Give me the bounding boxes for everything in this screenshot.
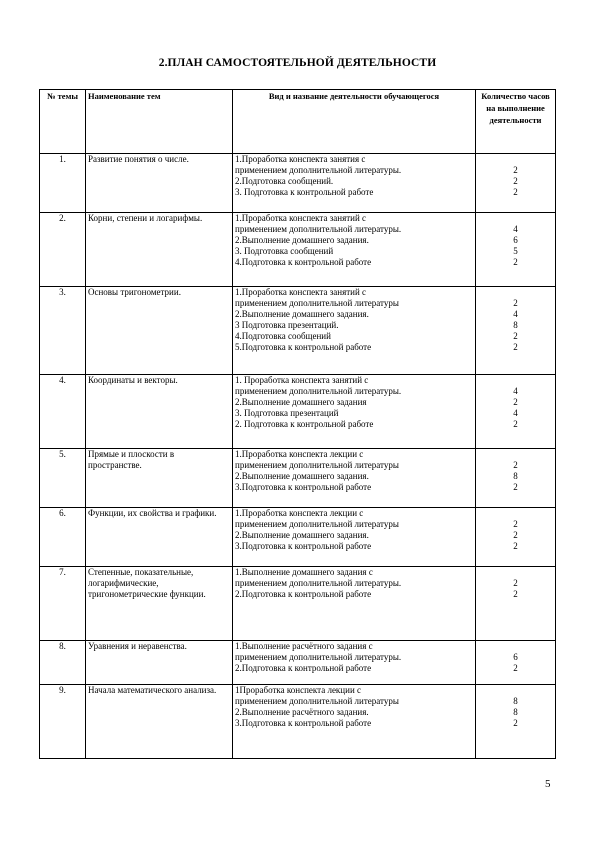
topic-name: Начала математического анализа. bbox=[86, 685, 233, 759]
activity-line: 1.Проработка конспекта лекции с bbox=[235, 449, 364, 459]
hours-cell bbox=[476, 154, 556, 213]
topic-name: Координаты и векторы. bbox=[86, 375, 233, 449]
hours-value bbox=[478, 375, 553, 386]
hours-value: 2 bbox=[513, 257, 518, 267]
activity-line: 2.Подготовка к контрольной работе bbox=[235, 663, 372, 673]
hours-value bbox=[478, 685, 553, 696]
hours-cell bbox=[476, 213, 556, 287]
activity-line: 3.Подготовка к контрольной работе bbox=[235, 541, 372, 551]
hours-value: 2 bbox=[513, 331, 518, 341]
activity-line: 3. Подготовка к контрольной работе bbox=[235, 187, 374, 197]
activity-line: 2.Выполнение домашнего задания. bbox=[235, 530, 369, 540]
hours-value: 2 bbox=[513, 530, 518, 540]
activity-cell bbox=[233, 287, 476, 375]
activity-line: применением дополнительной литературы. bbox=[235, 578, 402, 588]
hours-cell bbox=[476, 287, 556, 375]
activity-line: 2.Выполнение домашнего задания. bbox=[235, 309, 369, 319]
activity-cell bbox=[233, 641, 476, 685]
hours-value: 2 bbox=[513, 176, 518, 186]
hours-value: 2 bbox=[513, 187, 518, 197]
activity-line: 3 Подготовка презентаций. bbox=[235, 320, 339, 330]
hours-cell bbox=[476, 449, 556, 508]
topic-number: 9. bbox=[40, 685, 86, 759]
hours-value: 2 bbox=[513, 165, 518, 175]
hours-value: 4 bbox=[513, 408, 518, 418]
activity-cell bbox=[233, 508, 476, 567]
hours-cell bbox=[476, 375, 556, 449]
hours-value: 4 bbox=[513, 309, 518, 319]
activity-line: 4.Подготовка сообщений bbox=[235, 331, 331, 341]
activity-cell bbox=[233, 375, 476, 449]
header-topic-name: Наименование тем bbox=[86, 90, 233, 154]
self-study-plan-table bbox=[39, 89, 556, 759]
hours-value: 8 bbox=[513, 320, 518, 330]
activity-line: 1Проработка конспекта лекции с bbox=[235, 685, 361, 695]
topic-name: Прямые и плоскости в пространстве. bbox=[86, 449, 233, 508]
activity-line: 3. Подготовка сообщений bbox=[235, 246, 334, 256]
activity-line: 1.Проработка конспекта занятий с bbox=[235, 287, 367, 297]
hours-cell bbox=[476, 641, 556, 685]
topic-name: Уравнения и неравенства. bbox=[86, 641, 233, 685]
topic-number: 3. bbox=[40, 287, 86, 375]
hours-value: 2 bbox=[513, 519, 518, 529]
activity-line: 2.Выполнение расчётного задания. bbox=[235, 707, 369, 717]
activity-line: применением дополнительной литературы. bbox=[235, 224, 402, 234]
activity-line: 3. Подготовка презентаций bbox=[235, 408, 339, 418]
topic-number: 1. bbox=[40, 154, 86, 213]
activity-line: 3.Подготовка к контрольной работе bbox=[235, 718, 372, 728]
hours-value: 2 bbox=[513, 298, 518, 308]
table-row bbox=[40, 508, 556, 567]
hours-cell bbox=[476, 567, 556, 641]
table-row bbox=[40, 449, 556, 508]
topic-number: 7. bbox=[40, 567, 86, 641]
topic-number: 2. bbox=[40, 213, 86, 287]
topic-number: 4. bbox=[40, 375, 86, 449]
hours-value: 8 bbox=[513, 471, 518, 481]
table-body bbox=[40, 154, 556, 759]
activity-cell bbox=[233, 213, 476, 287]
activity-line: 2.Подготовка сообщений. bbox=[235, 176, 334, 186]
table-row bbox=[40, 213, 556, 287]
table-row bbox=[40, 154, 556, 213]
hours-value: 2 bbox=[513, 342, 518, 352]
activity-line: применением дополнительной литературы bbox=[235, 460, 399, 470]
hours-value: 2 bbox=[513, 419, 518, 429]
hours-value: 2 bbox=[513, 718, 518, 728]
topic-name: Степенные, показательные, логарифмические, тригонометрические функции. bbox=[86, 567, 233, 641]
topic-number: 5. bbox=[40, 449, 86, 508]
activity-cell bbox=[233, 449, 476, 508]
hours-cell bbox=[476, 685, 556, 759]
activity-line: 2. Подготовка к контрольной работе bbox=[235, 419, 374, 429]
activity-line: 2.Выполнение домашнего задания. bbox=[235, 471, 369, 481]
header-topic-number: № темы bbox=[40, 90, 86, 154]
hours-value bbox=[478, 567, 553, 578]
activity-line: применением дополнительной литературы. bbox=[235, 165, 402, 175]
header-row bbox=[40, 90, 556, 154]
document-title: 2.ПЛАН САМОСТОЯТЕЛЬНОЙ ДЕЯТЕЛЬНОСТИ bbox=[158, 57, 437, 69]
hours-value bbox=[478, 154, 553, 165]
hours-value bbox=[478, 287, 553, 298]
activity-line: применением дополнительной литературы bbox=[235, 519, 399, 529]
activity-line: 1.Выполнение расчётного задания с bbox=[235, 641, 373, 651]
hours-value: 2 bbox=[513, 482, 518, 492]
activity-line: 5.Подготовка к контрольной работе bbox=[235, 342, 372, 352]
hours-value: 2 bbox=[513, 663, 518, 673]
hours-value: 5 bbox=[513, 246, 518, 256]
hours-value: 2 bbox=[513, 397, 518, 407]
hours-value: 2 bbox=[513, 589, 518, 599]
activity-line: 3.Подготовка к контрольной работе bbox=[235, 482, 372, 492]
hours-value: 4 bbox=[513, 386, 518, 396]
activity-line: применением дополнительной литературы. bbox=[235, 652, 402, 662]
hours-value: 6 bbox=[513, 652, 518, 662]
topic-number: 6. bbox=[40, 508, 86, 567]
activity-cell bbox=[233, 567, 476, 641]
header-activity: Вид и название деятельности обучающегося bbox=[233, 90, 476, 154]
activity-line: 1.Проработка конспекта занятий с bbox=[235, 213, 367, 223]
topic-name: Основы тригонометрии. bbox=[86, 287, 233, 375]
topic-name: Функции, их свойства и графики. bbox=[86, 508, 233, 567]
activity-line: 4.Подготовка к контрольной работе bbox=[235, 257, 372, 267]
table-row bbox=[40, 685, 556, 759]
activity-line: 2.Выполнение домашнего задания. bbox=[235, 235, 369, 245]
table-row bbox=[40, 287, 556, 375]
header-hours: Количество часов на выполнение деятельности bbox=[476, 90, 556, 154]
hours-value: 8 bbox=[513, 707, 518, 717]
table-row bbox=[40, 641, 556, 685]
topic-number: 8. bbox=[40, 641, 86, 685]
activity-line: 1.Проработка конспекта лекции с bbox=[235, 508, 364, 518]
hours-value: 2 bbox=[513, 460, 518, 470]
activity-line: 2.Подготовка к контрольной работе bbox=[235, 589, 372, 599]
page-number: 5 bbox=[545, 778, 551, 790]
hours-value bbox=[478, 449, 553, 460]
hours-value bbox=[478, 508, 553, 519]
hours-cell bbox=[476, 508, 556, 567]
hours-value: 4 bbox=[513, 224, 518, 234]
activity-line: применением дополнительной литературы. bbox=[235, 386, 402, 396]
activity-line: 1.Проработка конспекта занятия с bbox=[235, 154, 366, 164]
topic-name: Развитие понятия о числе. bbox=[86, 154, 233, 213]
activity-cell bbox=[233, 154, 476, 213]
hours-value: 8 bbox=[513, 696, 518, 706]
table-row bbox=[40, 567, 556, 641]
activity-line: применением дополнительной литературы bbox=[235, 298, 399, 308]
activity-line: 1.Выполнение домашнего задания с bbox=[235, 567, 373, 577]
activity-line: применением дополнительной литературы bbox=[235, 696, 399, 706]
hours-value: 2 bbox=[513, 578, 518, 588]
table-row bbox=[40, 375, 556, 449]
hours-value: 6 bbox=[513, 235, 518, 245]
activity-line: 2.Выполнение домашнего задания bbox=[235, 397, 367, 407]
activity-cell bbox=[233, 685, 476, 759]
activity-line: 1. Проработка конспекта занятий с bbox=[235, 375, 369, 385]
hours-value bbox=[478, 641, 553, 652]
hours-value bbox=[478, 213, 553, 224]
hours-value: 2 bbox=[513, 541, 518, 551]
topic-name: Корни, степени и логарифмы. bbox=[86, 213, 233, 287]
